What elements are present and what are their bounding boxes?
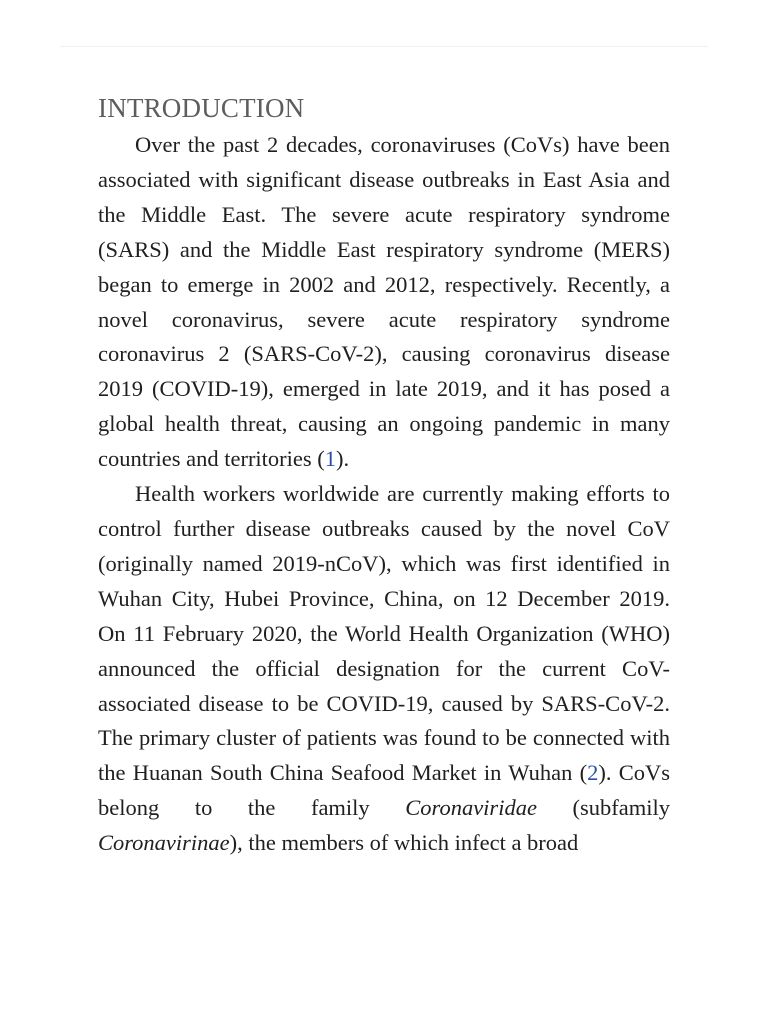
citation-link-2[interactable]: 2 bbox=[587, 760, 599, 786]
paragraph-2-text-end: ), the members of which infect a broad bbox=[229, 830, 579, 856]
paragraph-2-text-subfamily: (subfamily bbox=[536, 795, 670, 821]
paragraph-1-text: Over the past 2 decades, coronaviruses (CoVs) have been associated with significant disease outbreaks in East Asia and the Middle East. The severe acute respiratory syndrome (SARS) and the Middle East respiratory syndrome (MERS) began to emerge in 2002 and 2012, respectively. Recently, a novel coronavirus, severe acute respiratory syndrome coronavirus 2 (SARS-CoV-2), causing coronavirus disease 2019 (COVID-19), emerged in late 2019, and it has posed a global health threat, causing an ongoing pandemic in many countries and territories ( bbox=[98, 132, 670, 472]
page-top-divider bbox=[60, 46, 708, 47]
family-name: Coronaviridae bbox=[405, 795, 537, 821]
paragraph-2-text-mid: ). CoVs belong to the family bbox=[98, 760, 670, 821]
paragraph-1-text-end: ). bbox=[336, 446, 350, 472]
citation-link-1[interactable]: 1 bbox=[324, 446, 337, 472]
paragraph-1 bbox=[98, 128, 670, 477]
subfamily-name: Coronavirinae bbox=[98, 830, 230, 856]
paragraph-2-text: Health workers worldwide are currently making efforts to control further disease outbreaks caused by the novel CoV (originally named 2019-nCoV), which was first identified in Wuhan City, Hubei Province, China, on 12 December 2019. On 11 February 2020, the World Health Organization (WHO) announced the official designation for the current CoV-associated disease to be COVID-19, caused by SARS-CoV-2. The primary cluster of patients was found to be connected with the Huanan South China Seafood Market in Wuhan ( bbox=[98, 481, 670, 786]
section-heading: INTRODUCTION bbox=[98, 93, 305, 123]
document-page bbox=[98, 88, 670, 861]
paragraph-2 bbox=[98, 477, 670, 861]
